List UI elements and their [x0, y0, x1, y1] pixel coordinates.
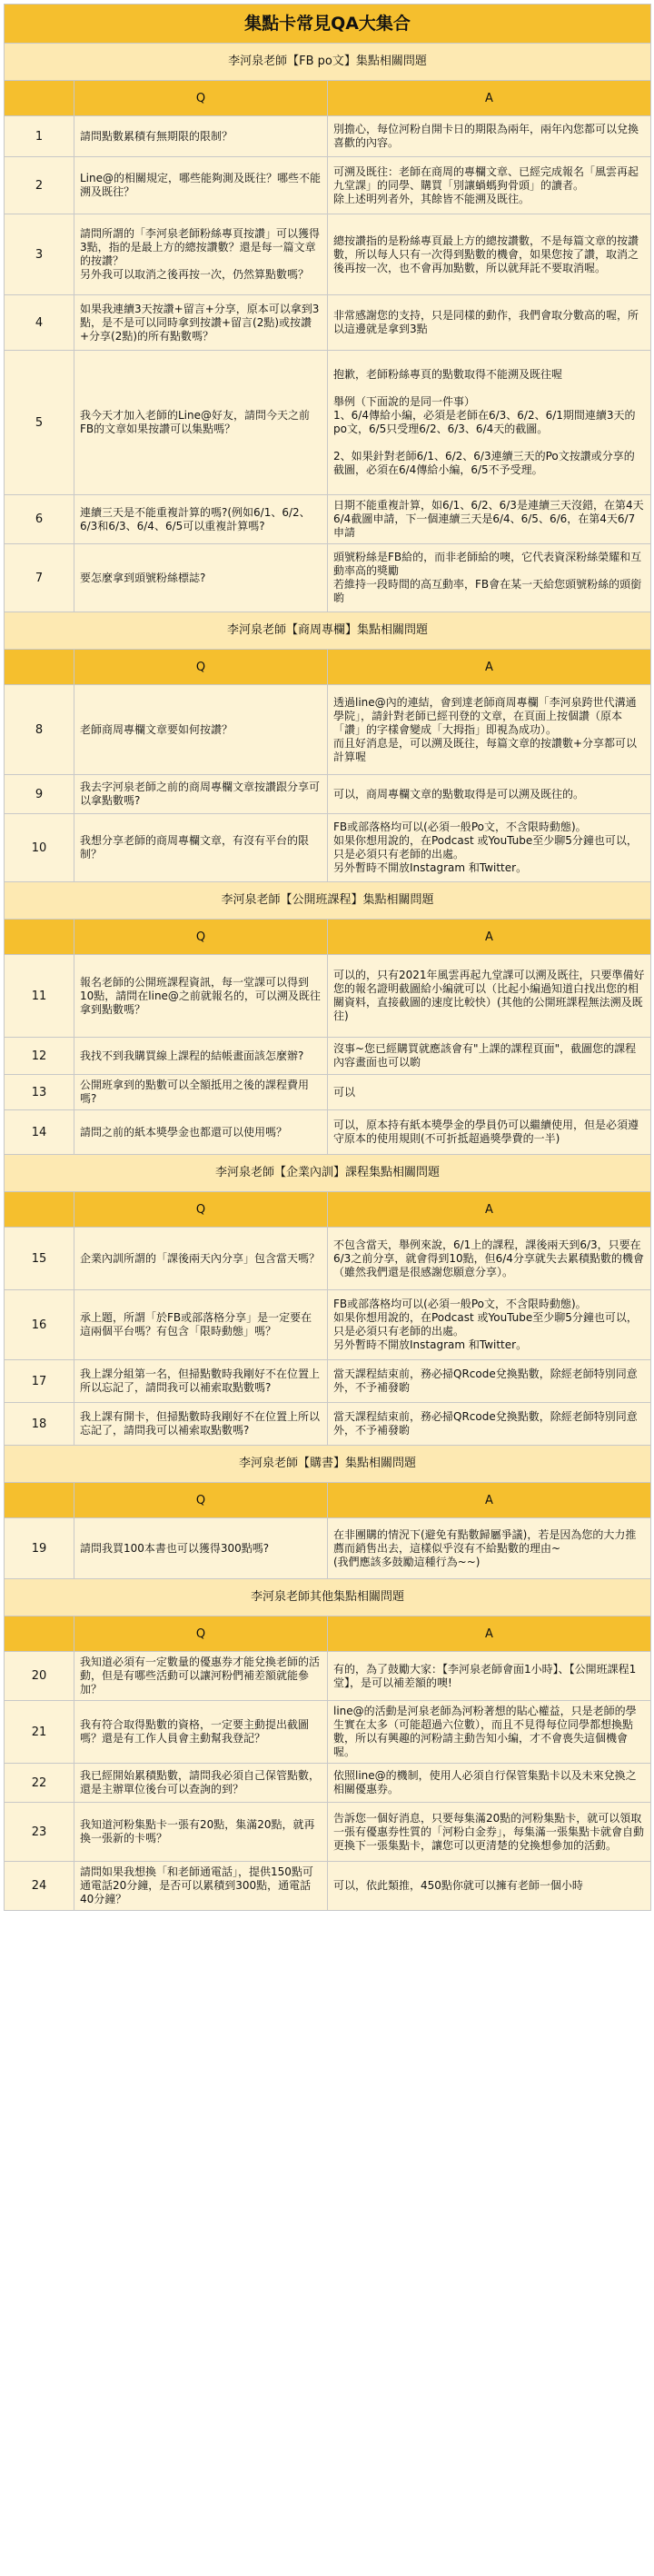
question-text: 請問所謂的「李河泉老師粉絲專頁按讚」可以獲得3點，指的是最上方的總按讚數？還是每一篇文章的按讚？ 另外我可以取消之後再按一次，仍然算點數嗎？ — [80, 227, 321, 281]
question-cell — [74, 214, 328, 294]
question-cell — [74, 1110, 328, 1154]
table-header-row — [5, 81, 651, 116]
question-cell — [74, 1701, 328, 1763]
section-heading: 李河泉老師【企業內訓】課程集點相關問題 — [5, 1155, 651, 1192]
header-number-cell — [5, 1483, 74, 1517]
table-row — [5, 1764, 651, 1803]
table-row — [5, 1110, 651, 1155]
answer-text: 總按讚指的是粉絲專頁最上方的總按讚數，不是每篇文章的按讚數，所以每人只有一次得到點數的機會，如果您按了讚，取消之後再按一次，也不會再加點數，所以就拜託不要取消喔。 — [333, 234, 639, 274]
question-cell — [74, 955, 328, 1037]
section-heading: 李河泉老師【購書】集點相關問題 — [5, 1446, 651, 1483]
row-number: 2 — [5, 157, 74, 214]
table-row — [5, 1038, 651, 1075]
question-text: 我找不到我購買線上課程的結帳畫面該怎麼辦? — [80, 1049, 304, 1062]
row-number: 6 — [5, 495, 74, 543]
table-row — [5, 1652, 651, 1701]
row-number: 18 — [5, 1403, 74, 1445]
row-number: 22 — [5, 1764, 74, 1802]
question-cell — [74, 351, 328, 494]
table-header-row — [5, 920, 651, 955]
question-text: 請問之前的紙本獎學金也都還可以使用嗎？ — [80, 1125, 288, 1139]
row-number: 13 — [5, 1075, 74, 1109]
table-row — [5, 1803, 651, 1862]
answer-cell — [328, 1518, 651, 1578]
answer-cell — [328, 955, 651, 1037]
answer-cell — [328, 1228, 651, 1289]
question-text: 我知道河粉集點卡一張有20點，集滿20點，就再換一張新的卡嗎？ — [80, 1818, 315, 1845]
section-heading: 李河泉老師【商周專欄】集點相關問題 — [5, 612, 651, 650]
qa-section — [5, 882, 651, 1155]
table-row — [5, 1518, 651, 1579]
question-cell — [74, 1038, 328, 1074]
answer-text: 依照line@的機制，使用人必須自行保管集點卡以及未來兌換之相關優惠券。 — [333, 1769, 637, 1795]
answer-text: 在非團購的情況下(避免有點數歸屬爭議)，若是因為您的大力推薦而銷售出去，這樣似乎沒有不給點數的理由~ (我們應該多鼓勵這種行為~~) — [333, 1527, 637, 1568]
answer-cell — [328, 1764, 651, 1802]
table-row — [5, 1290, 651, 1360]
table-row — [5, 351, 651, 495]
answer-text: 可以，依此類推，450點你就可以擁有老師一個小時 — [333, 1879, 583, 1892]
header-answer-cell: A — [328, 81, 651, 115]
question-cell — [74, 1360, 328, 1402]
answer-text: 頭號粉絲是FB給的，而非老師給的噢，它代表資深粉絲榮耀和互動率高的獎勵 若維持一段時間的高互動率，FB會在某一天給您頭號粉絲的頭銜喲 — [333, 551, 642, 604]
table-header-row — [5, 1616, 651, 1652]
answer-cell — [328, 1360, 651, 1402]
question-text: 我上課有開卡，但掃點數時我剛好不在位置上所以忘記了，請問我可以補索取點數嗎? — [80, 1410, 321, 1437]
row-number: 8 — [5, 685, 74, 774]
answer-text: 可以的，只有2021年風雲再起九堂課可以溯及既往，只要準備好您的報名證明截圖給小編就可以（比起小編過知道白找出您的相關資料，直接截圖的速度比較快）(其他的公開班課程無法溯及既往) — [333, 969, 645, 1022]
table-row — [5, 116, 651, 157]
answer-text: line@的活動是河泉老師為河粉著想的貼心權益，只是老師的學生實在太多（可能超過六位數），而且不見得每位同學都想換點數，所以有興趣的河粉請主動告知小編，才不會喪失這個機會喔。 — [333, 1705, 637, 1758]
table-row — [5, 495, 651, 544]
table-row — [5, 295, 651, 351]
answer-cell — [328, 214, 651, 294]
answer-text: 當天課程結束前，務必掃QRcode兌換點數，除經老師特別同意外，不予補發喲 — [333, 1368, 638, 1394]
answer-text: 不包含當天，舉例來說，6/1上的課程，課後兩天到6/3，只要在6/3之前分享，就會得到10點，但6/4分享就失去累積點數的機會（雖然我們還是很感謝您願意分享）。 — [333, 1238, 644, 1278]
answer-cell — [328, 116, 651, 156]
answer-text: 可以，原本持有紙本獎學金的學員仍可以繼續使用，但是必須遵守原本的使用規則(不可折抵超過獎學費的一半) — [333, 1119, 639, 1145]
row-number: 1 — [5, 116, 74, 156]
answer-text: 日期不能重複計算，如6/1、6/2、6/3是連續三天沒錯，在第4天6/4截圖申請，下一個連續三天是6/4、6/5、6/6，在第4天6/7申請 — [333, 499, 644, 539]
qa-section — [5, 44, 651, 612]
answer-text: 可溯及既往：老師在商周的專欄文章、已經完成報名「風雲再起九堂課」的同學、購買「別讓蝸螞狗骨頭」的讀者。 除上述明列者外，其餘皆不能溯及既往。 — [333, 164, 639, 205]
header-question-cell: Q — [74, 1192, 328, 1227]
header-number-cell — [5, 1192, 74, 1227]
answer-cell — [328, 157, 651, 214]
question-cell — [74, 1228, 328, 1289]
question-text: 請問我買100本書也可以獲得300點嗎? — [80, 1541, 270, 1555]
answer-text: 抱歉，老師粉絲專頁的點數取得不能溯及既往喔 舉例（下面說的是同一件事） 1、6/4傳給小編，必須是老師在6/3、6/2、6/1期間連續3天的po文，6/5只受理6/2、6/3、6/4天的截圖。 2、如果針對老師6/1、6/2、6/3連續三天的Po文按讚或分享的截圖，必須在6/4傳給小編，6/5不予受理。 — [333, 368, 636, 476]
answer-text: 當天課程結束前，務必掃QRcode兌換點數，除經老師特別同意外，不予補發喲 — [333, 1410, 638, 1437]
question-text: 企業內訓所謂的「課後兩天內分享」包含當天嗎？ — [80, 1251, 321, 1265]
qa-section — [5, 1446, 651, 1579]
question-text: 我已經開始累積點數，請問我必須自己保管點數，還是主辦單位後台可以查詢的到？ — [80, 1769, 321, 1795]
qa-section — [5, 1579, 651, 1911]
table-header-row — [5, 1483, 651, 1518]
question-text: 請問點數累積有無期限的限制？ — [80, 129, 233, 143]
row-number: 7 — [5, 544, 74, 612]
header-answer-cell: A — [328, 1616, 651, 1651]
qa-section — [5, 612, 651, 882]
table-row — [5, 1403, 651, 1446]
question-text: 我今天才加入老師的Line@好友，請問今天之前FB的文章如果按讚可以集點嗎？ — [80, 409, 311, 435]
answer-cell — [328, 1862, 651, 1910]
question-cell — [74, 775, 328, 813]
row-number: 14 — [5, 1110, 74, 1154]
answer-cell — [328, 1038, 651, 1074]
table-row — [5, 1862, 651, 1911]
row-number: 17 — [5, 1360, 74, 1402]
question-cell — [74, 1764, 328, 1802]
row-number: 16 — [5, 1290, 74, 1359]
table-row — [5, 775, 651, 814]
question-cell — [74, 544, 328, 612]
answer-cell — [328, 351, 651, 494]
question-cell — [74, 157, 328, 214]
answer-cell — [328, 295, 651, 350]
question-text: 報名老師的公開班課程資訊，每一堂課可以得到10點，請問在line@之前就報名的，可以溯及既往拿到點數嗎？ — [80, 975, 321, 1016]
header-question-cell: Q — [74, 650, 328, 684]
question-cell — [74, 1403, 328, 1445]
table-row — [5, 214, 651, 295]
table-row — [5, 1701, 651, 1764]
answer-text: 可以，商周專欄文章的點數取得是可以溯及既往的。 — [333, 787, 585, 801]
header-question-cell: Q — [74, 1483, 328, 1517]
header-number-cell — [5, 650, 74, 684]
row-number: 12 — [5, 1038, 74, 1074]
answer-text: 別擔心，每位河粉自開卡日的期限為兩年，兩年內您都可以兌換喜歡的內容。 — [333, 123, 639, 149]
row-number: 11 — [5, 955, 74, 1037]
question-text: 要怎麼拿到頭號粉絲標誌? — [80, 571, 206, 584]
qa-sheet — [4, 4, 651, 1911]
table-header-row — [5, 650, 651, 685]
header-answer-cell: A — [328, 1192, 651, 1227]
answer-text: 有的，為了鼓勵大家：【李河泉老師會面1小時】、【公開班課程1堂】，是可以補差額的噢! — [333, 1662, 637, 1689]
sections-container — [5, 44, 651, 1911]
table-header-row — [5, 1192, 651, 1228]
table-row — [5, 814, 651, 882]
row-number: 15 — [5, 1228, 74, 1289]
question-cell — [74, 1862, 328, 1910]
answer-cell — [328, 1701, 651, 1763]
answer-cell — [328, 1403, 651, 1445]
table-row — [5, 1228, 651, 1290]
header-number-cell — [5, 81, 74, 115]
table-row — [5, 685, 651, 775]
question-text: 如果我連續3天按讚+留言+分享，原本可以拿到3點，是不是可以同時拿到按讚+留言(2點)或按讚+分享(2點)的所有點數嗎？ — [80, 302, 320, 343]
table-row — [5, 1360, 651, 1403]
question-cell — [74, 1518, 328, 1578]
answer-cell — [328, 544, 651, 612]
header-question-cell: Q — [74, 1616, 328, 1651]
question-text: 連續三天是不能重複計算的嗎?(例如6/1、6/2、6/3和6/3、6/4、6/5可以重複計算嗎? — [80, 505, 311, 532]
section-heading: 李河泉老師其他集點相關問題 — [5, 1579, 651, 1616]
answer-cell — [328, 775, 651, 813]
row-number: 3 — [5, 214, 74, 294]
answer-text: 沒事~您已經購買就應該會有"上課的課程頁面"，截圖您的課程內容畫面也可以喲 — [333, 1042, 637, 1069]
table-row — [5, 157, 651, 214]
row-number: 23 — [5, 1803, 74, 1861]
table-row — [5, 955, 651, 1038]
row-number: 21 — [5, 1701, 74, 1763]
page-title: 集點卡常見QA大集合 — [5, 5, 651, 44]
question-cell — [74, 1803, 328, 1861]
row-number: 5 — [5, 351, 74, 494]
answer-cell — [328, 685, 651, 774]
question-text: 我去字河泉老師之前的商周專欄文章按讚跟分享可以拿點數嗎? — [80, 781, 321, 807]
question-text: 公開班拿到的點數可以全額抵用之後的課程費用嗎? — [80, 1079, 310, 1105]
question-cell — [74, 685, 328, 774]
header-question-cell: Q — [74, 81, 328, 115]
table-row — [5, 544, 651, 612]
question-cell — [74, 1652, 328, 1700]
answer-text: 可以 — [333, 1085, 356, 1099]
answer-cell — [328, 1110, 651, 1154]
question-text: Line@的相關規定，哪些能夠測及既往？哪些不能溯及既往？ — [80, 172, 322, 198]
row-number: 20 — [5, 1652, 74, 1700]
qa-section — [5, 1155, 651, 1446]
answer-text: 非常感謝您的支持，只是同樣的動作，我們會取分數高的喔，所以這邊就是拿到3點 — [333, 309, 639, 335]
question-text: 我知道必須有一定數量的優惠券才能兌換老師的活動，但是有哪些活動可以讓河粉們補差額就能參加？ — [80, 1656, 321, 1696]
answer-cell — [328, 1652, 651, 1700]
row-number: 24 — [5, 1862, 74, 1910]
header-answer-cell: A — [328, 1483, 651, 1517]
question-text: 我上課分組第一名，但掃點數時我剛好不在位置上所以忘記了，請問我可以補索取點數嗎? — [80, 1368, 321, 1394]
question-text: 老師商周專欄文章要如何按讚？ — [80, 722, 233, 736]
answer-cell — [328, 1803, 651, 1861]
question-text: 我想分享老師的商周專欄文章，有沒有平台的限制？ — [80, 834, 310, 860]
header-answer-cell: A — [328, 920, 651, 954]
answer-cell — [328, 1290, 651, 1359]
header-number-cell — [5, 920, 74, 954]
row-number: 10 — [5, 814, 74, 881]
header-question-cell: Q — [74, 920, 328, 954]
question-cell — [74, 495, 328, 543]
answer-cell — [328, 495, 651, 543]
question-cell — [74, 1290, 328, 1359]
row-number: 19 — [5, 1518, 74, 1578]
row-number: 4 — [5, 295, 74, 350]
section-heading: 李河泉老師【公開班課程】集點相關問題 — [5, 882, 651, 920]
question-cell — [74, 116, 328, 156]
row-number: 9 — [5, 775, 74, 813]
header-number-cell — [5, 1616, 74, 1651]
header-answer-cell: A — [328, 650, 651, 684]
question-cell — [74, 814, 328, 881]
question-text: 我有符合取得點數的資格，一定要主動提出截圖嗎？還是有工作人員會主動幫我登記？ — [80, 1718, 310, 1745]
table-row — [5, 1075, 651, 1110]
question-cell — [74, 295, 328, 350]
answer-cell — [328, 1075, 651, 1109]
answer-text: 告訴您一個好消息，只要每集滿20點的河粉集點卡，就可以領取一張有優惠券性質的「河粉白金券」，每集滿一張集點卡就會自動更換下一張集點卡，讓您可以更清楚的兌換想參加的活動。 — [333, 1811, 645, 1852]
answer-text: 透過line@內的連結，會到達老師商周專欄「李河泉跨世代溝通學院」，請針對老師已經刊登的文章，在頁面上按個讚（原本「讚」的字樣會變成「大拇指」即視為成功）。 而且好消息是，可以溯及既往，每篇文章的按讚數+分享都可以計算喔 — [333, 695, 638, 763]
answer-cell — [328, 814, 651, 881]
answer-text: FB或部落格均可以(必須一般Po文，不含限時動態)。 如果你想用說的，在Podcast 或YouTube至少聊5分鐘也可以，只是必須只有老師的出處。 另外暫時不開放Instagram 和Twitter。 — [333, 1298, 638, 1351]
question-text: 請問如果我想換「和老師通電話」，提供150點可通電話20分鐘，是否可以累積到300點，通電話40分鐘？ — [80, 1865, 313, 1905]
section-heading: 李河泉老師【FB po文】集點相關問題 — [5, 44, 651, 81]
question-cell — [74, 1075, 328, 1109]
question-text: 承上題，所謂「於FB或部落格分享」是一定要在這兩個平台嗎？有包含「限時動態」嗎？ — [80, 1311, 312, 1338]
answer-text: FB或部落格均可以(必須一般Po文，不含限時動態)。 如果你想用說的，在Podcast 或YouTube至少聊5分鐘也可以，只是必須只有老師的出處。 另外暫時不開放Instagram 和Twitter。 — [333, 821, 638, 874]
